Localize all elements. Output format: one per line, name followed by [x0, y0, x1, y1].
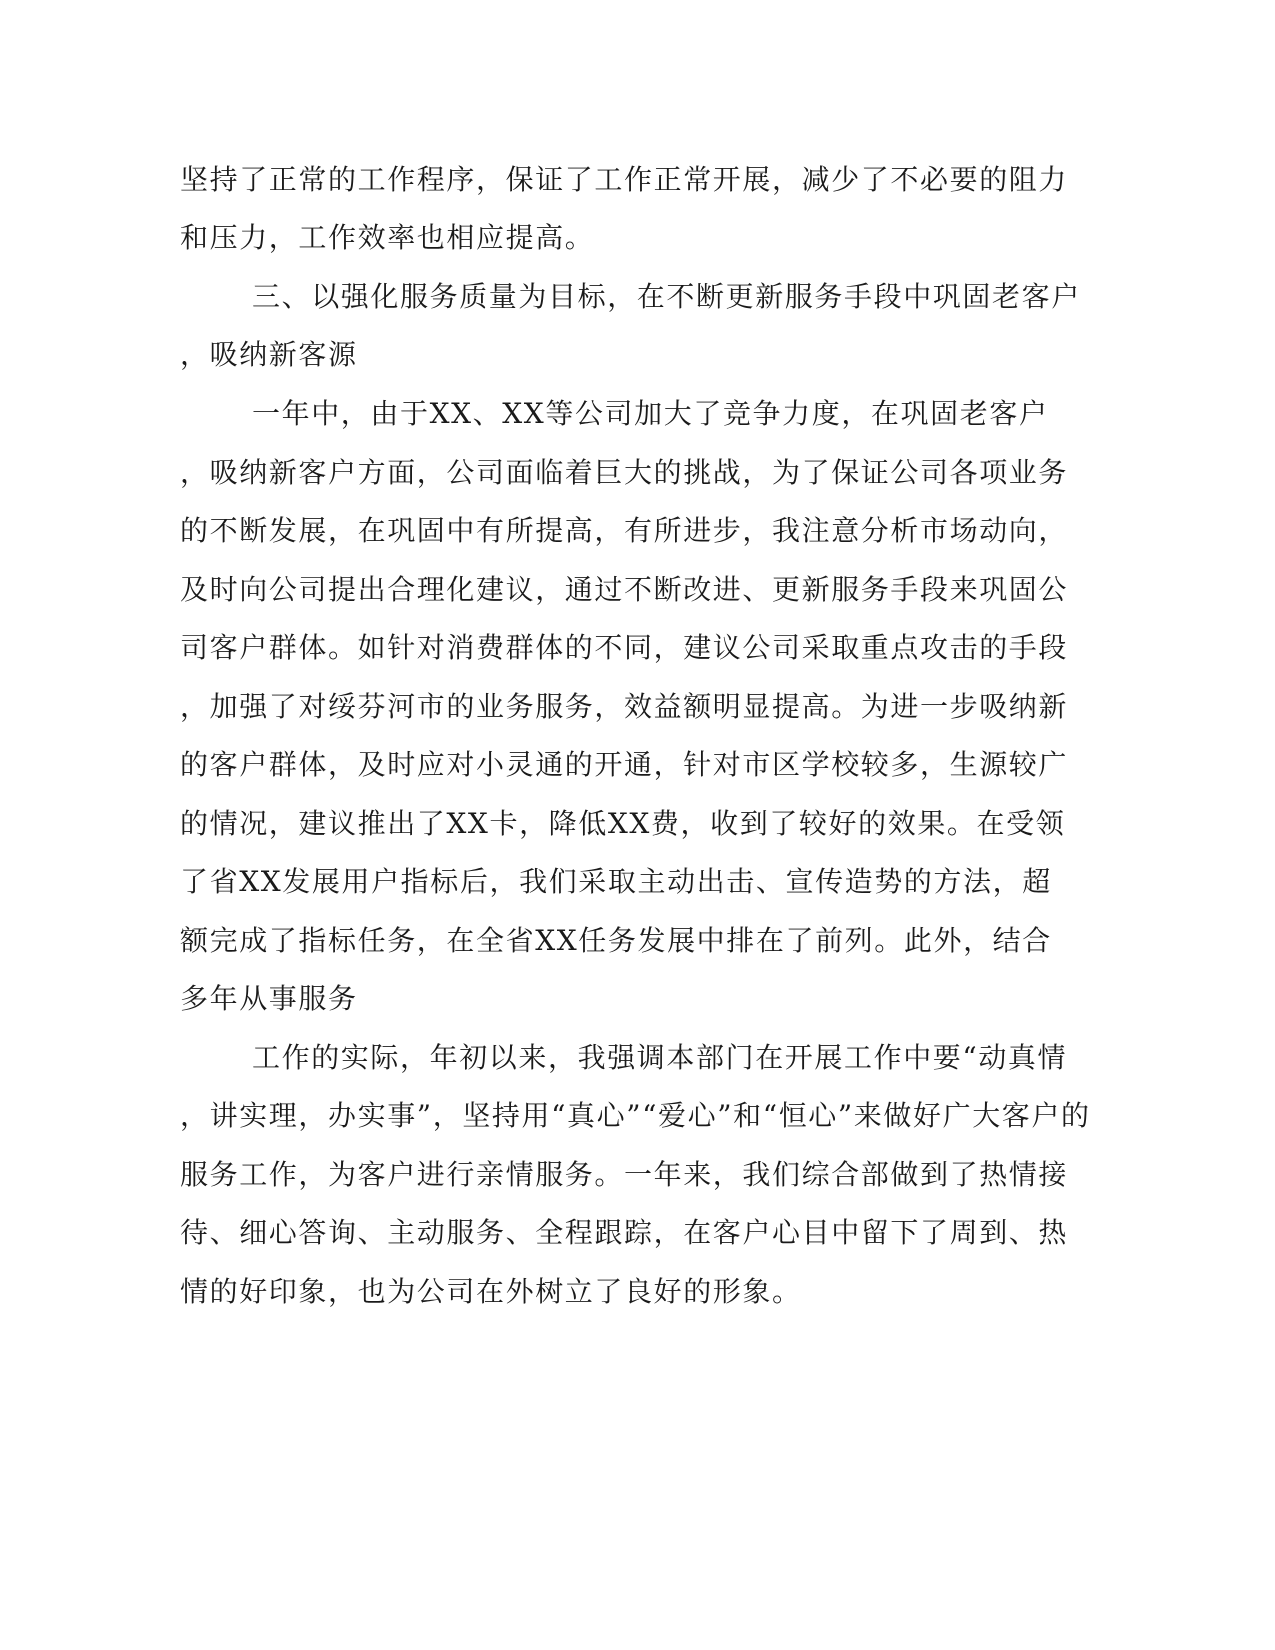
text-line-1: 坚持了正常的工作程序，保证了工作正常开展，减少了不必要的阻力: [180, 163, 1069, 196]
text-line-8: 及时向公司提出合理化建议，通过不断改进、更新服务手段来巩固公: [180, 573, 1069, 606]
text-line-14: 额完成了指标任务，在全省XX任务发展中排在了前列。此外，结合: [180, 924, 1052, 957]
text-line-10: ，加强了对绥芬河市的业务服务，效益额明显提高。为进一步吸纳新: [180, 690, 1069, 723]
text-line-11: 的客户群体，及时应对小灵通的开通，针对市区学校较多，生源较广: [180, 748, 1069, 781]
text-line-6: ，吸纳新客户方面，公司面临着巨大的挑战，为了保证公司各项业务: [180, 456, 1069, 489]
text-line-7: 的不断发展，在巩固中有所提高，有所进步，我注意分析市场动向，: [180, 514, 1069, 547]
text-line-2: 和压力，工作效率也相应提高。: [180, 221, 595, 254]
text-line-19: 待、细心答询、主动服务、全程跟踪，在客户心目中留下了周到、热: [180, 1216, 1069, 1249]
text-line-18: 服务工作，为客户进行亲情服务。一年来，我们综合部做到了热情接: [180, 1158, 1069, 1191]
section-heading-line-2: ，吸纳新客源: [180, 338, 358, 371]
text-line-16: 工作的实际，年初以来，我强调本部门在开展工作中要“动真情: [252, 1041, 1068, 1074]
text-line-17: ，讲实理，办实事”，坚持用“真心”“爱心”和“恒心”来做好广大客户的: [180, 1099, 1091, 1132]
text-line-12: 的情况，建议推出了XX卡，降低XX费，收到了较好的效果。在受领: [180, 807, 1066, 840]
text-line-5: 一年中，由于XX、XX等公司加大了竞争力度，在巩固老客户: [252, 397, 1049, 430]
text-line-9: 司客户群体。如针对消费群体的不同，建议公司采取重点攻击的手段: [180, 631, 1069, 664]
section-heading-line-1: 三、以强化服务质量为目标，在不断更新服务手段中巩固老客户: [252, 280, 1081, 313]
text-line-20: 情的好印象，也为公司在外树立了良好的形象。: [180, 1275, 802, 1308]
text-line-15: 多年从事服务: [180, 982, 358, 1015]
text-line-13: 了省XX发展用户指标后，我们采取主动出击、宣传造势的方法，超: [180, 865, 1052, 898]
